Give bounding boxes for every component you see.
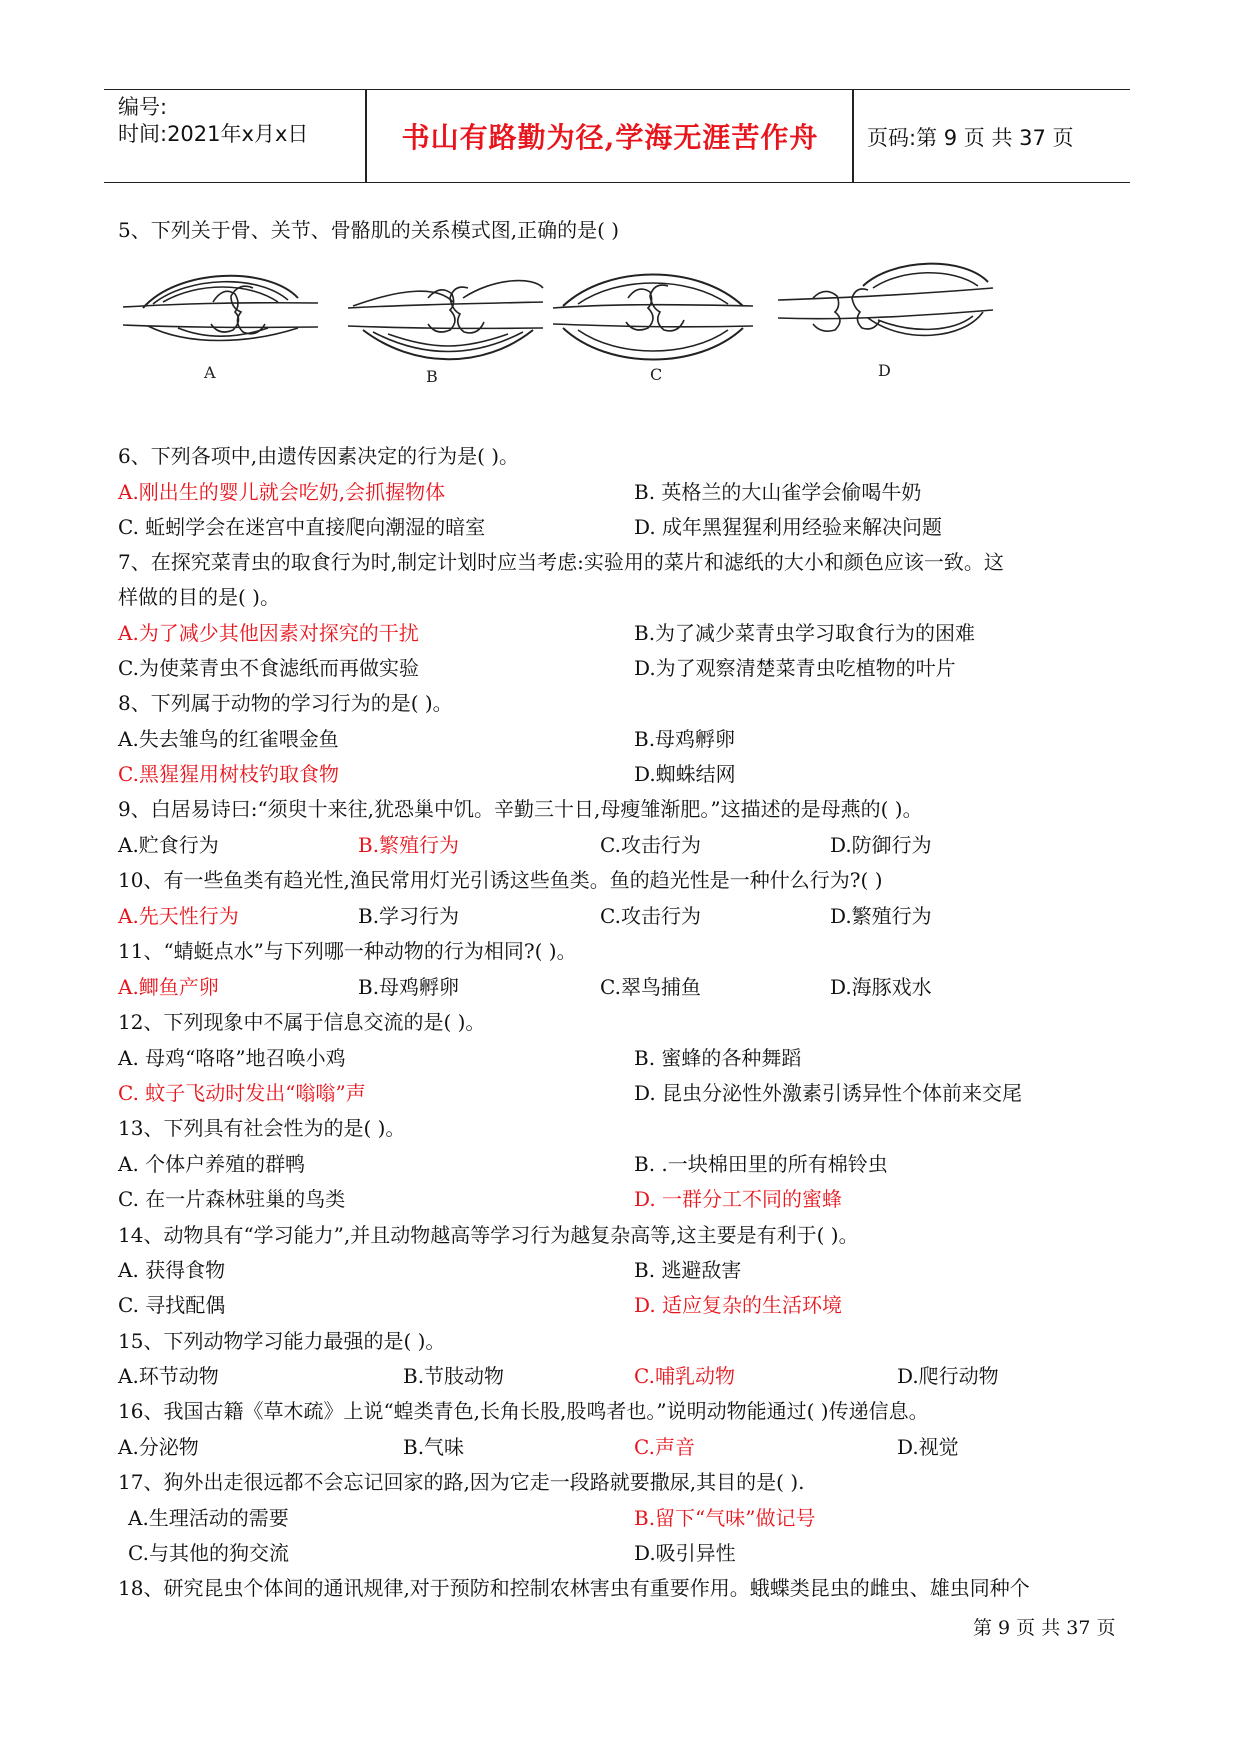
q11-option-d: D.海豚戏水	[830, 975, 932, 999]
q12-option-d: D. 昆虫分泌性外激素引诱异性个体前来交尾	[634, 1081, 1023, 1105]
question-7-line2: 样做的目的是( )。	[118, 585, 280, 609]
question-5: 5、下列关于骨、关节、骨骼肌的关系模式图,正确的是( )	[118, 218, 620, 242]
q6-option-a: A.刚出生的婴儿就会吃奶,会抓握物体	[118, 480, 446, 504]
diagram-c	[553, 275, 753, 360]
q15-option-b: B.节肢动物	[403, 1364, 505, 1388]
question-9: 9、白居易诗曰:“须臾十来往,犹恐巢中饥。辛勤三十日,母瘦雏渐肥。”这描述的是母燕的( )。	[118, 797, 923, 821]
q16-option-d: D.视觉	[897, 1435, 959, 1459]
q6-option-c: C. 蚯蚓学会在迷宫中直接爬向潮湿的暗室	[118, 515, 486, 539]
q12-option-c: C. 蚊子飞动时发出“嗡嗡”声	[118, 1081, 366, 1105]
question-10: 10、有一些鱼类有趋光性,渔民常用灯光引诱这些鱼类。鱼的趋光性是一种什么行为?( )	[118, 868, 883, 892]
page-footer: 第 9 页 共 37 页	[973, 1617, 1116, 1639]
page-header	[104, 89, 1130, 183]
q15-option-c: C.哺乳动物	[634, 1364, 735, 1388]
q8-option-d: D.蜘蛛结网	[634, 762, 736, 786]
figure-label-d: D	[878, 361, 891, 380]
q13-option-b: B. .一块棉田里的所有棉铃虫	[634, 1152, 888, 1176]
diagram-d	[778, 264, 993, 336]
question-7-line1: 7、在探究菜青虫的取食行为时,制定计划时应当考虑:实验用的菜片和滤纸的大小和颜色应该一致。这	[118, 550, 1004, 574]
q15-option-d: D.爬行动物	[897, 1364, 999, 1388]
q8-option-c: C.黑猩猩用树枝钓取食物	[118, 762, 339, 786]
q6-option-b: B. 英格兰的大山雀学会偷喝牛奶	[634, 480, 922, 504]
question-12: 12、下列现象中不属于信息交流的是( )。	[118, 1010, 486, 1034]
page-code: 页码:第 9 页 共 37 页	[867, 126, 1074, 150]
q7-option-b: B.为了减少菜青虫学习取食行为的困难	[634, 621, 976, 645]
q14-option-a: A. 获得食物	[118, 1258, 226, 1282]
q16-option-a: A.分泌物	[118, 1435, 199, 1459]
question-13: 13、下列具有社会性为的是( )。	[118, 1116, 406, 1140]
question-14: 14、动物具有“学习能力”,并且动物越高等学习行为越复杂高等,这主要是有利于( )。	[118, 1223, 859, 1247]
question-6: 6、下列各项中,由遗传因素决定的行为是( )。	[118, 444, 520, 468]
q8-option-b: B.母鸡孵卵	[634, 727, 736, 751]
q9-option-d: D.防御行为	[830, 833, 932, 857]
q10-option-c: C.攻击行为	[600, 904, 701, 928]
q7-option-a: A.为了减少其他因素对探究的干扰	[118, 621, 419, 645]
q17-option-b: B.留下“气味”做记号	[634, 1506, 816, 1530]
q14-option-c: C. 寻找配偶	[118, 1293, 226, 1317]
question-16: 16、我国古籍《草木疏》上说“蝗类青色,长角长股,股鸣者也。”说明动物能通过( )传递信息。	[118, 1399, 929, 1423]
q12-option-a: A. 母鸡“咯咯”地召唤小鸡	[118, 1046, 346, 1070]
figure-label-a: A	[204, 363, 216, 382]
header-info	[118, 94, 308, 148]
q15-option-a: A.环节动物	[118, 1364, 219, 1388]
header-divider	[852, 90, 854, 182]
bone-joint-muscle-figure	[118, 258, 1118, 393]
q12-option-b: B. 蜜蜂的各种舞蹈	[634, 1046, 802, 1070]
q13-option-c: C. 在一片森林驻巢的鸟类	[118, 1187, 346, 1211]
q9-option-b: B.繁殖行为	[358, 833, 460, 857]
q11-option-a: A.鲫鱼产卵	[118, 975, 219, 999]
diagram-a	[123, 276, 318, 341]
q10-option-d: D.繁殖行为	[830, 904, 932, 928]
q7-option-d: D.为了观察清楚菜青虫吃植物的叶片	[634, 656, 956, 680]
number-label: 编号:	[118, 95, 168, 119]
q17-option-c: C.与其他的狗交流	[128, 1541, 289, 1565]
q16-option-b: B.气味	[403, 1435, 465, 1459]
question-17: 17、狗外出走很远都不会忘记回家的路,因为它走一段路就要撒尿,其目的是( ).	[118, 1470, 805, 1494]
q14-option-d: D. 适应复杂的生活环境	[634, 1293, 843, 1317]
q16-option-c: C.声音	[634, 1435, 695, 1459]
date-line: 时间:2021年x月x日	[118, 122, 309, 146]
q10-option-b: B.学习行为	[358, 904, 460, 928]
figure-svg	[118, 258, 1118, 393]
q14-option-b: B. 逃避敌害	[634, 1258, 742, 1282]
q11-option-b: B.母鸡孵卵	[358, 975, 460, 999]
q8-option-a: A.失去雏鸟的红雀喂金鱼	[118, 727, 339, 751]
question-11: 11、“蜻蜓点水”与下列哪一种动物的行为相同?( )。	[118, 939, 577, 963]
header-divider	[365, 90, 367, 182]
q10-option-a: A.先天性行为	[118, 904, 239, 928]
q7-option-c: C.为使菜青虫不食滤纸而再做实验	[118, 656, 419, 680]
q9-option-c: C.攻击行为	[600, 833, 701, 857]
q13-option-d: D. 一群分工不同的蜜蜂	[634, 1187, 843, 1211]
header-motto: 书山有路勤为径,学海无涯苦作舟	[401, 121, 819, 154]
q9-option-a: A.贮食行为	[118, 833, 219, 857]
question-8: 8、下列属于动物的学习行为的是( )。	[118, 691, 453, 715]
figure-label-b: B	[426, 367, 438, 386]
question-18-line1: 18、研究昆虫个体间的通讯规律,对于预防和控制农林害虫有重要作用。蛾蝶类昆虫的雌虫、雄虫同种个	[118, 1576, 1030, 1600]
diagram-b	[348, 281, 543, 360]
q13-option-a: A. 个体户养殖的群鸭	[118, 1152, 306, 1176]
q6-option-d: D. 成年黑猩猩利用经验来解决问题	[634, 515, 943, 539]
question-15: 15、下列动物学习能力最强的是( )。	[118, 1329, 446, 1353]
q17-option-a: A.生理活动的需要	[128, 1506, 289, 1530]
q17-option-d: D.吸引异性	[634, 1541, 736, 1565]
figure-label-c: C	[650, 365, 663, 384]
q11-option-c: C.翠鸟捕鱼	[600, 975, 701, 999]
